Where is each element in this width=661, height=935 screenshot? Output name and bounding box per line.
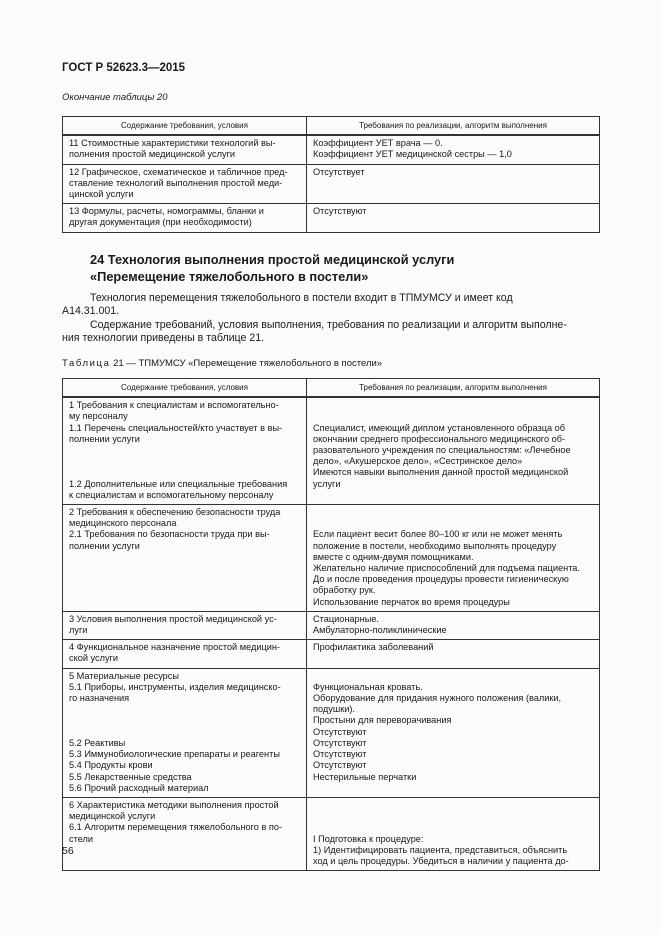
cell-line: 6 Характеристика методики выполнения простой (69, 799, 279, 810)
implementation-cell (307, 668, 600, 797)
cell-line: 11 Стоимостные характеристики технологий вы- (69, 138, 276, 149)
cell-line: 1 Требования к специалистам и вспомогательно- (69, 400, 279, 411)
cell-line: луги (69, 625, 88, 636)
table-row (63, 204, 600, 232)
table-21-caption (62, 358, 382, 369)
requirement-cell (63, 640, 307, 668)
cell-line: Профилактика заболеваний (313, 642, 434, 653)
implementation-cell (307, 640, 600, 668)
table-row (63, 640, 600, 668)
cell-line: услуги (313, 478, 341, 489)
document-id: ГОСТ Р 52623.3—2015 (62, 62, 186, 74)
cell-line: Имеются навыки выполнения данной простой медицинской (313, 467, 569, 478)
cell-line: Желательно наличие приспособлений для подъема пациента. (313, 563, 580, 574)
cell-line: Стационарные. (313, 613, 379, 624)
column-header: Содержание требования, условия (63, 379, 307, 398)
paragraph-line: Технология перемещения тяжелобольного в постели входит в ТПМУМСУ и имеет код (90, 292, 513, 304)
cell-line: вместе с одним-двумя помощниками. (313, 551, 474, 562)
cell-line: стели (69, 833, 93, 844)
cell-line: подушки). (313, 704, 355, 715)
cell-line (69, 456, 300, 467)
cell-line: 2 Требования к обеспечению безопасности труда (69, 507, 281, 518)
cell-line (313, 518, 593, 529)
table-row (63, 164, 600, 204)
cell-line: Если пациент весит более 80–100 кг или не может менять (313, 529, 563, 540)
cell-line: к специалистам и вспомогательному персоналу (69, 489, 274, 500)
page-number: 56 (62, 845, 74, 857)
cell-line: 6.1 Алгоритм перемещения тяжелобольного в по- (69, 822, 283, 833)
cell-line: му персоналу (69, 411, 128, 422)
implementation-cell (307, 611, 600, 639)
cell-line: полнения простой медицинской услуги (69, 149, 236, 160)
cell-line (313, 411, 593, 422)
cell-line: 5.3 Иммунобиологические препараты и реагенты (69, 749, 280, 760)
paragraph-line: ния технологии приведены в таблице 21. (62, 332, 265, 344)
cell-line: обработку рук. (313, 585, 376, 596)
cell-line: 5.1 Приборы, инструменты, изделия медицинско- (69, 681, 281, 692)
requirement-cell (63, 164, 307, 204)
cell-line: дело», «Акушерское дело», «Сестринское дело» (313, 456, 523, 467)
section-heading-line: «Перемещение тяжелобольного в постели» (90, 269, 369, 284)
cell-line: полнении услуги (69, 433, 140, 444)
cell-line: Коэффициент УЕТ врача — 0. (313, 138, 443, 149)
cell-line: 5.6 Прочий расходный материал (69, 782, 209, 793)
cell-line: 13 Формулы, расчеты, номограммы, бланки и (69, 206, 264, 217)
cell-line (313, 822, 593, 833)
cell-line: медицинской услуги (69, 811, 156, 822)
cell-line (313, 400, 593, 411)
cell-line: Простыни для переворачивания (313, 715, 452, 726)
cell-line: I Подготовка к процедуре: (313, 833, 424, 844)
table-header-row (63, 117, 600, 136)
table-caption-prefix: Таблица (62, 358, 111, 369)
cell-line: цинской услуги (69, 189, 134, 200)
cell-line: Отсутствует (313, 166, 365, 177)
cell-line: 5 Материальные ресурсы (69, 670, 179, 681)
cell-line: 5.4 Продукты крови (69, 760, 153, 771)
cell-line: 3 Условия выполнения простой медицинской ус- (69, 613, 277, 624)
paragraph-line: Содержание требований, условия выполнения, требования по реализации и алгоритм выполне- (90, 319, 567, 331)
table-row (63, 797, 600, 870)
cell-line: полнении услуги (69, 540, 140, 551)
cell-line: ской услуги (69, 653, 119, 664)
cell-line: Амбулаторно-поликлинические (313, 625, 447, 636)
cell-line: другая документация (при необходимости) (69, 217, 252, 228)
cell-line (69, 727, 300, 738)
cell-line: окончании среднего профессионального медицинского об- (313, 433, 566, 444)
cell-line: медицинского персонала (69, 518, 177, 529)
cell-line: разовательного учреждения по специальностям: «Лечебное (313, 445, 571, 456)
requirement-cell (63, 397, 307, 504)
implementation-cell (307, 505, 600, 612)
implementation-cell (307, 397, 600, 504)
cell-line: го назначения (69, 693, 130, 704)
table-21 (62, 378, 600, 871)
cell-line: 4 Функциональное назначение простой медицин- (69, 642, 280, 653)
cell-line: 2.1 Требования по безопасности труда при вы- (69, 529, 270, 540)
requirement-cell (63, 505, 307, 612)
cell-line: Коэффициент УЕТ медицинской сестры — 1,0 (313, 149, 512, 160)
requirement-cell (63, 611, 307, 639)
implementation-cell (307, 164, 600, 204)
cell-line: 12 Графическое, схематическое и табличное пред- (69, 166, 288, 177)
cell-line: 1.2 Дополнительные или специальные требования (69, 478, 288, 489)
cell-line: Функциональная кровать. (313, 681, 423, 692)
cell-line (69, 467, 300, 478)
cell-line: положение в постели, необходимо выполнять процедуру (313, 540, 557, 551)
table-row (63, 397, 600, 504)
cell-line (69, 715, 300, 726)
column-header: Требования по реализации, алгоритм выполнения (307, 117, 600, 136)
implementation-cell (307, 797, 600, 870)
cell-line: Нестерильные перчатки (313, 771, 417, 782)
cell-line: ставление технологий выполнения простой меди- (69, 177, 283, 188)
cell-line (313, 811, 593, 822)
requirement-cell (63, 135, 307, 164)
table-row (63, 668, 600, 797)
cell-line (69, 704, 300, 715)
column-header: Содержание требования, условия (63, 117, 307, 136)
cell-line: 5.2 Реактивы (69, 737, 126, 748)
cell-line: Отсутствуют (313, 726, 367, 737)
cell-line (313, 671, 593, 682)
table-20-caption: Окончание таблицы 20 (62, 92, 168, 103)
requirement-cell (63, 668, 307, 797)
cell-line: Использование перчаток во время процедуры (313, 596, 510, 607)
requirement-cell (63, 204, 307, 232)
cell-line: 5.5 Лекарственные средства (69, 771, 192, 782)
requirement-cell (63, 797, 307, 870)
table-row (63, 135, 600, 164)
paragraph-line: А14.31.001. (62, 305, 120, 317)
section-heading (90, 251, 454, 285)
cell-line: Отсутствуют (313, 737, 367, 748)
cell-line: Отсутствуют (313, 749, 367, 760)
implementation-cell (307, 135, 600, 164)
table-caption-text: 21 — ТПМУМСУ «Перемещение тяжелобольного в постели» (110, 358, 383, 369)
cell-line: Специалист, имеющий диплом установленного образца об (313, 422, 566, 433)
cell-line: Отсутствуют (313, 206, 367, 217)
table-header-row (63, 379, 600, 398)
table-row (63, 505, 600, 612)
cell-line (69, 445, 300, 456)
cell-line: ход и цель процедуры. Убедиться в наличии у пациента до- (313, 855, 569, 866)
table-20 (62, 116, 600, 233)
table-row (63, 611, 600, 639)
cell-line: Отсутствуют (313, 760, 367, 771)
cell-line: 1.1 Перечень специальностей/кто участвует в вы- (69, 422, 283, 433)
column-header: Требования по реализации, алгоритм выполнения (307, 379, 600, 398)
cell-line (313, 507, 593, 518)
cell-line (313, 800, 593, 811)
implementation-cell (307, 204, 600, 232)
section-heading-line: 24 Технология выполнения простой медицинской услуги (90, 252, 455, 267)
cell-line: До и после проведения процедуры провести гигиеническую (313, 574, 569, 585)
cell-line: 1) Идентифицировать пациента, представиться, объяснить (313, 844, 568, 855)
cell-line: Оборудование для придания нужного положения (валики, (313, 693, 562, 704)
